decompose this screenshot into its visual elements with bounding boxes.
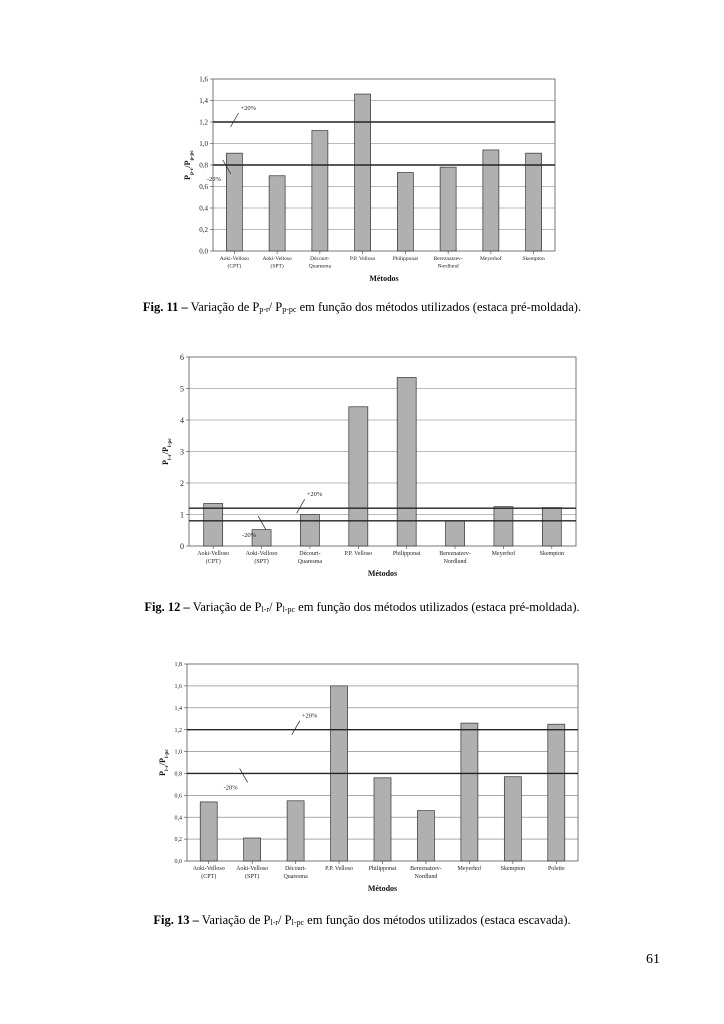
y-tick-label: 1,8 (174, 662, 182, 669)
y-tick-label: 0,6 (174, 793, 182, 800)
x-tick-label: Meyerhof (457, 866, 482, 872)
x-axis-label: Métodos (367, 569, 398, 578)
x-tick-label: P.P. Velloso (325, 866, 353, 872)
y-tick-label: 0,0 (199, 247, 208, 256)
y-tick-label: 0,6 (199, 182, 208, 191)
x-tick-label: Aoki-Velloso (219, 256, 250, 262)
caption-text-before: Variação de P (201, 913, 271, 927)
bar (244, 838, 261, 861)
x-tick-label: Meyerhof (491, 551, 516, 557)
caption-sub1: l-r (261, 605, 270, 614)
bar (374, 778, 391, 861)
y-tick-label: 1,4 (174, 705, 182, 712)
y-tick-label: 2 (180, 478, 184, 488)
caption-text-mid: / P (278, 913, 292, 927)
caption-text-after: em função dos métodos utilizados (estaca pré-moldada). (296, 300, 582, 314)
x-tick-label: Aoki-Velloso (236, 866, 269, 872)
bar (287, 801, 304, 861)
x-tick-label: (SPT) (254, 559, 269, 565)
x-tick-label: (SPT) (270, 263, 284, 270)
x-tick-label: Skempton (500, 866, 526, 872)
x-tick-label: Nordlund (437, 263, 459, 270)
y-tick-label: 5 (180, 384, 184, 394)
x-tick-label: (SPT) (244, 874, 260, 880)
x-tick-label: P.P. Velloso (344, 551, 373, 557)
plus-20-arrow (292, 721, 300, 735)
y-tick-label: 0,2 (174, 837, 182, 844)
y-tick-label: 4 (180, 415, 184, 425)
x-tick-label: Bereznatzev- (410, 866, 442, 872)
x-tick-label: Bereznatzev- (433, 256, 463, 262)
x-tick-label: Skempton (539, 551, 564, 557)
y-tick-label: 0,8 (199, 161, 208, 170)
y-tick-label: 1,2 (174, 727, 182, 734)
x-tick-label: Bereznatzev- (439, 551, 471, 557)
x-tick-label: P.P. Velloso (349, 256, 376, 262)
x-tick-label: (CPT) (205, 559, 221, 565)
x-tick-label: Aoki-Velloso (245, 551, 278, 557)
y-tick-label: 1,4 (199, 96, 208, 105)
minus-20-arrow (240, 768, 248, 782)
x-tick-label: Aoki-Velloso (262, 256, 292, 262)
y-tick-label: 1,0 (199, 139, 208, 148)
bar (504, 777, 521, 861)
y-axis-label: $P_{l-r}/P_{l-pc}$ (161, 438, 173, 465)
x-tick-label: Philipponat (392, 551, 421, 557)
y-axis-label: $P_{p-r}/P_{p-pc}$ (183, 150, 195, 180)
y-tick-label: 1 (180, 510, 184, 520)
minus-20-label: -20% (206, 176, 221, 183)
x-tick-label: Nordlund (414, 874, 438, 880)
x-tick-label: Nordlund (443, 559, 467, 565)
x-tick-label: Meyerhof (480, 256, 502, 262)
caption-sub1: p-r (259, 305, 269, 314)
bar (200, 802, 217, 861)
bar (461, 723, 478, 861)
plus-20-label: +20% (301, 712, 318, 720)
caption-sub2: l-pc (282, 605, 296, 614)
figure-13-caption (0, 913, 724, 928)
y-tick-label: 6 (180, 352, 184, 362)
x-tick-label: Décourt- (310, 256, 330, 262)
plus-20-label: +20% (240, 105, 257, 112)
x-tick-label: Philipponat (392, 256, 419, 262)
bar (417, 811, 434, 861)
x-tick-label: Poleite (547, 866, 565, 872)
x-axis-label: Métodos (367, 884, 398, 893)
x-tick-label: Décourt- (299, 551, 321, 557)
y-tick-label: 0 (180, 541, 184, 551)
caption-number: Fig. 12 – (144, 600, 190, 614)
y-tick-label: 1,0 (174, 749, 182, 756)
page-number: 61 (646, 952, 660, 967)
caption-text-before: Variação de P (190, 300, 260, 314)
x-tick-label: (CPT) (201, 874, 217, 880)
caption-text-before: Variação de P (192, 600, 262, 614)
x-tick-label: Quaresma (308, 263, 332, 270)
caption-sub2: p-pc (282, 305, 297, 314)
y-tick-label: 0,4 (199, 204, 208, 213)
caption-sub1: l-r (270, 918, 279, 927)
y-tick-label: 0,0 (174, 859, 182, 866)
y-tick-label: 1,2 (199, 118, 208, 127)
caption-text-mid: / P (269, 600, 283, 614)
caption-sub2: l-pc (291, 918, 305, 927)
x-tick-label: Quaresma (283, 874, 308, 880)
caption-text-after: em função dos métodos utilizados (estaca escavada). (304, 913, 571, 927)
caption-number: Fig. 13 – (153, 913, 199, 927)
y-tick-label: 3 (180, 447, 184, 457)
x-tick-label: Décourt- (284, 866, 307, 872)
caption-text-after: em função dos métodos utilizados (estaca pré-moldada). (295, 600, 580, 614)
x-tick-label: Aoki-Velloso (197, 551, 230, 557)
caption-number: Fig. 11 – (142, 300, 188, 314)
x-tick-label: Skempton (522, 256, 545, 262)
x-tick-label: (CPT) (227, 263, 242, 270)
y-tick-label: 1,6 (199, 75, 208, 84)
plus-20-label: +20% (306, 491, 323, 499)
y-tick-label: 1,6 (174, 683, 182, 690)
y-tick-label: 0,2 (199, 225, 208, 234)
x-axis-label: Métodos (369, 274, 399, 283)
y-tick-label: 0,4 (174, 815, 182, 822)
minus-20-label: -20% (241, 531, 257, 539)
x-tick-label: Philipponat (368, 866, 397, 872)
y-axis-label: $P_{l-r}/P_{l-pc}$ (158, 749, 170, 776)
x-tick-label: Quaresma (297, 559, 323, 565)
caption-text-mid: / P (268, 300, 283, 314)
x-tick-label: Aoki-Velloso (192, 866, 225, 872)
y-tick-label: 0,8 (174, 771, 182, 778)
bar (548, 724, 565, 861)
minus-20-label: -20% (223, 784, 238, 792)
